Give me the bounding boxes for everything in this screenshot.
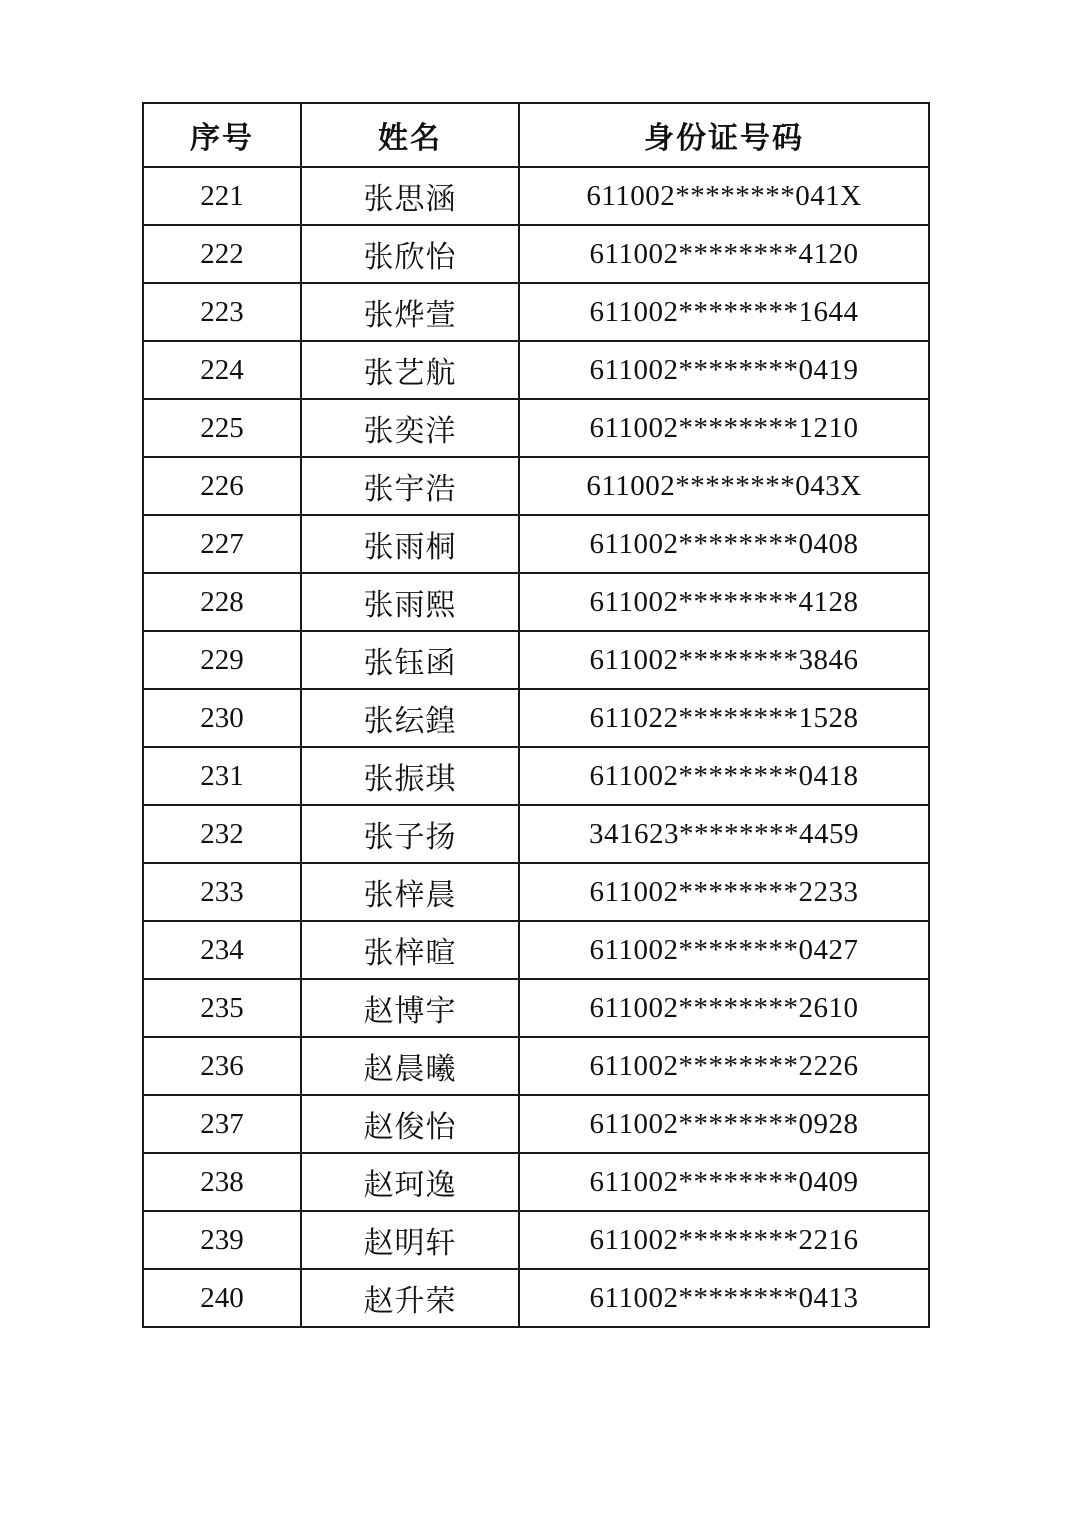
id-number-cell: 611002********2233 [519,863,929,921]
name-cell: 张欣怡 [301,225,519,283]
id-number-cell: 611002********2216 [519,1211,929,1269]
id-number-cell: 611002********0427 [519,921,929,979]
table-row [143,631,929,689]
id-number-cell: 611002********041X [519,167,929,225]
serial-number-cell: 230 [143,689,301,747]
name-cell: 赵升荣 [301,1269,519,1327]
serial-number-cell: 240 [143,1269,301,1327]
name-cell: 张艺航 [301,341,519,399]
table-row [143,1095,929,1153]
header-name: 姓名 [301,103,519,167]
header-id-number: 身份证号码 [519,103,929,167]
name-cell: 赵珂逸 [301,1153,519,1211]
table-row [143,1037,929,1095]
table-body [143,167,929,1327]
serial-number-cell: 232 [143,805,301,863]
serial-number-cell: 231 [143,747,301,805]
serial-number-cell: 233 [143,863,301,921]
id-number-cell: 611002********3846 [519,631,929,689]
table-row [143,979,929,1037]
id-number-cell: 611002********4128 [519,573,929,631]
table-row [143,457,929,515]
name-cell: 张宇浩 [301,457,519,515]
serial-number-cell: 234 [143,921,301,979]
table-row [143,341,929,399]
table-row [143,283,929,341]
serial-number-cell: 221 [143,167,301,225]
name-cell: 张振琪 [301,747,519,805]
table-row [143,399,929,457]
serial-number-cell: 229 [143,631,301,689]
id-number-cell: 611002********0418 [519,747,929,805]
id-number-cell: 611002********1210 [519,399,929,457]
table-row [143,515,929,573]
name-cell: 赵明轩 [301,1211,519,1269]
serial-number-cell: 224 [143,341,301,399]
roster-table [142,102,930,1328]
name-cell: 张烨萱 [301,283,519,341]
serial-number-cell: 227 [143,515,301,573]
name-cell: 张雨桐 [301,515,519,573]
header-serial-number: 序号 [143,103,301,167]
table-row [143,805,929,863]
id-number-cell: 611002********0928 [519,1095,929,1153]
id-number-cell: 611002********2610 [519,979,929,1037]
table-row [143,1211,929,1269]
id-number-cell: 341623********4459 [519,805,929,863]
table-row [143,225,929,283]
serial-number-cell: 236 [143,1037,301,1095]
id-number-cell: 611002********1644 [519,283,929,341]
name-cell: 赵晨曦 [301,1037,519,1095]
serial-number-cell: 223 [143,283,301,341]
table-row [143,747,929,805]
name-cell: 赵俊怡 [301,1095,519,1153]
serial-number-cell: 239 [143,1211,301,1269]
name-cell: 张思涵 [301,167,519,225]
name-cell: 张奕洋 [301,399,519,457]
name-cell: 张梓暄 [301,921,519,979]
name-cell: 张雨熙 [301,573,519,631]
table-row [143,921,929,979]
serial-number-cell: 237 [143,1095,301,1153]
serial-number-cell: 235 [143,979,301,1037]
serial-number-cell: 222 [143,225,301,283]
serial-number-cell: 226 [143,457,301,515]
table-row [143,573,929,631]
table-row [143,167,929,225]
table-row [143,1153,929,1211]
name-cell: 张子扬 [301,805,519,863]
table-row [143,1269,929,1327]
serial-number-cell: 225 [143,399,301,457]
table-row [143,863,929,921]
id-number-cell: 611002********2226 [519,1037,929,1095]
id-number-cell: 611002********4120 [519,225,929,283]
serial-number-cell: 228 [143,573,301,631]
serial-number-cell: 238 [143,1153,301,1211]
id-number-cell: 611002********0419 [519,341,929,399]
id-number-cell: 611002********0408 [519,515,929,573]
id-number-cell: 611022********1528 [519,689,929,747]
table-row [143,689,929,747]
name-cell: 张钰函 [301,631,519,689]
id-number-cell: 611002********0413 [519,1269,929,1327]
header-row [143,103,929,167]
name-cell: 张梓晨 [301,863,519,921]
id-number-cell: 611002********043X [519,457,929,515]
name-cell: 赵博宇 [301,979,519,1037]
name-cell: 张纭鍠 [301,689,519,747]
table-header [143,103,929,167]
id-number-cell: 611002********0409 [519,1153,929,1211]
